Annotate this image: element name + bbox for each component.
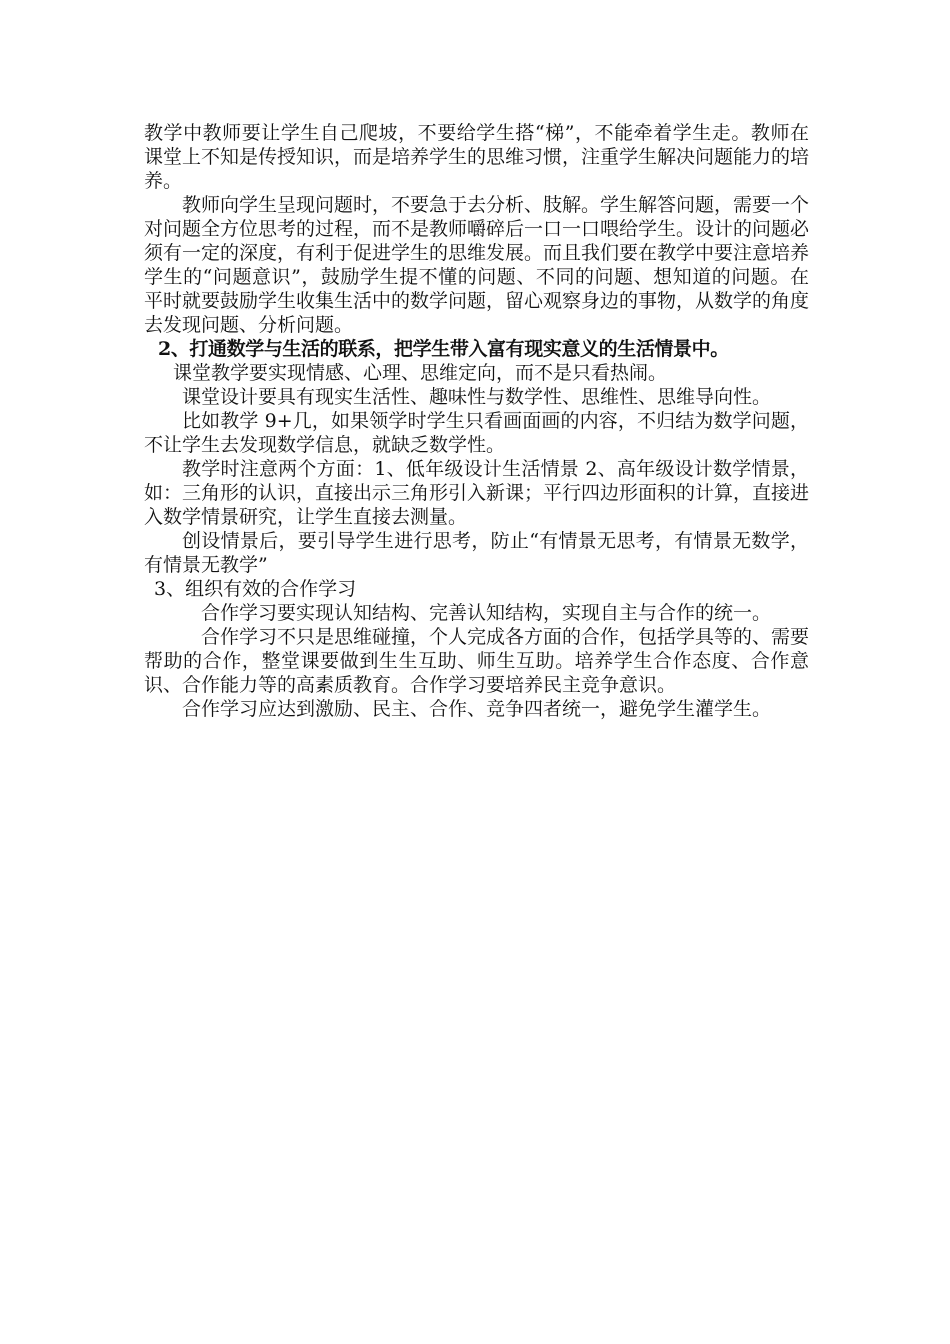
section-heading-math-and-life: 2、打通数学与生活的联系，把学生带入富有现实意义的生活情景中。 (158, 338, 729, 360)
paragraph-example-9-plus: 比如教学 9+几，如果领学时学生只看画面画的内容，不归结为数学问题，不让学生去发现数学信息，就缺乏数学性。 (144, 410, 809, 456)
paragraph-guide-thinking: 创设情景后，要引导学生进行思考，防止“有情景无思考，有情景无数学，有情景无教学” (144, 530, 809, 576)
paragraph-cognitive-structure: 合作学习要实现认知结构、完善认知结构，实现自主与合作的统一。 (201, 602, 772, 624)
section-heading-cooperative-learning: 3、组织有效的合作学习 (154, 578, 357, 600)
paragraph-classroom-orientation: 课堂教学要实现情感、心理、思维定向，而不是只看热闹。 (173, 362, 668, 384)
paragraph-presenting-problems: 教师向学生呈现问题时，不要急于去分析、肢解。学生解答问题，需要一个对问题全方位思考的过程，而不是教师嚼碎后一口一口喂给学生。设计的问题必须有一定的深度，有利于促进学生的思维发展。而且我们要在教学中要注意培养学生的“问题意识”，鼓励学生提不懂的问题、不同的问题、想知道的问题。在平时就要鼓励学生收集生活中的数学问题，留心观察身边的事物，从数学的角度去发现问题、分析问题。 (144, 194, 810, 336)
paragraph-cooperation-details: 合作学习不只是思维碰撞，个人完成各方面的合作，包括学具等的、需要帮助的合作，整堂课要做到生生互助、师生互助。培养学生合作态度、合作意识、合作能力等的高素质教育。合作学习要培养民主竞争意识。 (144, 626, 810, 696)
paragraph-four-unity: 合作学习应达到激励、民主、合作、竞争四者统一，避免学生灌学生。 (182, 698, 772, 720)
paragraph-two-aspects: 教学时注意两个方面：1、低年级设计生活情景 2、高年级设计数学情景，如：三角形的认识，直接出示三角形引入新课；平行四边形面积的计算，直接进入数学情景研究，让学生直接去测量。 (144, 458, 810, 528)
document-page (144, 121, 809, 721)
paragraph-teacher-guidance: 教学中教师要让学生自己爬坡，不要给学生搭“梯”，不能牵着学生走。教师在课堂上不知是传授知识，而是培养学生的思维习惯，注重学生解决问题能力的培养。 (144, 122, 810, 192)
paragraph-classroom-design: 课堂设计要具有现实生活性、趣味性与数学性、思维性、思维导向性。 (182, 386, 772, 408)
